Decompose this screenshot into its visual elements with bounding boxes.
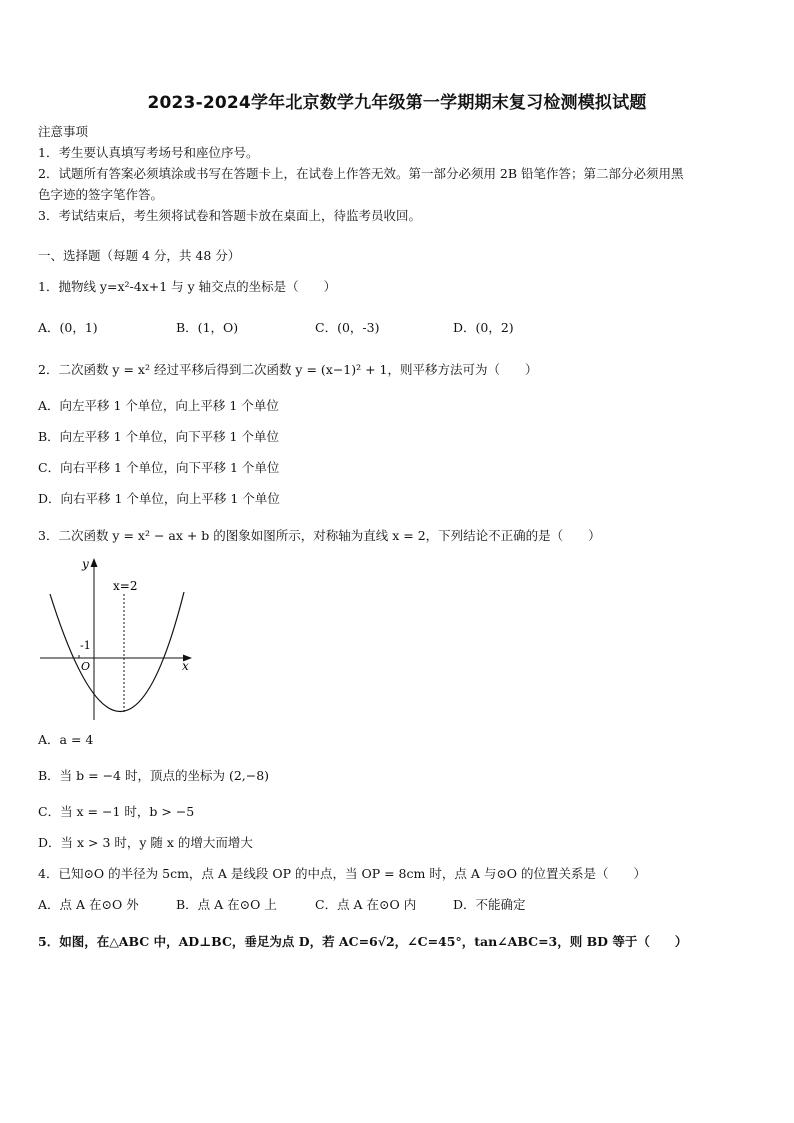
option-b: B．(1，O) (176, 320, 239, 335)
option-d: D．不能确定 (453, 897, 526, 912)
notice-heading: 注意事项 (38, 124, 89, 139)
option-c: C．点 A 在⊙O 内 (315, 897, 417, 912)
notice-item: 2．试题所有答案必须填涂或书写在答题卡上，在试卷上作答无效。第一部分必须用 2B 铅笔作答；第二部分必须用黑 (38, 166, 684, 181)
option-d: D．(0，2) (453, 320, 514, 335)
option-c: C．(0，-3) (315, 320, 380, 335)
y-axis-label: y (82, 557, 89, 571)
option-b: B．向左平移 1 个单位，向下平移 1 个单位 (38, 429, 279, 444)
question-1: 1．抛物线 y=x²-4x+1 与 y 轴交点的坐标是（ ） (38, 279, 337, 294)
option-d: D．当 x > 3 时，y 随 x 的增大而增大 (38, 835, 253, 850)
option-b: B．点 A 在⊙O 上 (176, 897, 277, 912)
question-2: 2．二次函数 y = x² 经过平移后得到二次函数 y = (x−1)² + 1，则平移方法可为（ ） (38, 362, 538, 377)
x-axis-label: x (182, 659, 189, 673)
parabola-curve (50, 592, 184, 712)
notice-item: 3．考试结束后，考生须将试卷和答题卡放在桌面上，待监考员收回。 (38, 208, 421, 223)
origin-label: O (81, 660, 91, 673)
exam-title: 2023-2024学年北京数学九年级第一学期期末复习检测模拟试题 (147, 93, 647, 113)
question-4-options (38, 895, 758, 913)
option-a: A．向左平移 1 个单位，向上平移 1 个单位 (38, 398, 279, 413)
option-a: A．a = 4 (38, 732, 94, 747)
notice-item: 色字迹的签字笔作答。 (38, 187, 164, 202)
notice-item: 1．考生要认真填写考场号和座位序号。 (38, 145, 259, 160)
question-3: 3．二次函数 y = x² − ax + b 的图象如图所示，对称轴为直线 x = 2，下列结论不正确的是（ ） (38, 528, 601, 543)
question-5: 5．如图，在△ABC 中，AD⊥BC，垂足为点 D，若 AC=6√2，∠C=45°，tan∠ABC=3，则 BD 等于（ ） (38, 934, 688, 949)
question-4: 4．已知⊙O 的半径为 5cm，点 A 是线段 OP 的中点，当 OP = 8cm 时，点 A 与⊙O 的位置关系是（ ） (38, 866, 647, 881)
symmetry-label: x=2 (113, 579, 138, 593)
question-1-options (38, 318, 758, 336)
option-d: D．向右平移 1 个单位，向上平移 1 个单位 (38, 491, 280, 506)
option-a: A．(0，1) (38, 320, 98, 335)
option-c: C．当 x = −1 时，b > −5 (38, 804, 195, 819)
minus-one-label: -1 (80, 639, 91, 652)
option-c: C．向右平移 1 个单位，向下平移 1 个单位 (38, 460, 280, 475)
option-a: A．点 A 在⊙O 外 (38, 897, 139, 912)
option-b: B．当 b = −4 时，顶点的坐标为 (2,−8) (38, 768, 270, 783)
y-axis-arrow (91, 558, 98, 567)
parabola-graph (36, 552, 198, 724)
section-heading: 一、选择题（每题 4 分，共 48 分） (38, 248, 241, 263)
